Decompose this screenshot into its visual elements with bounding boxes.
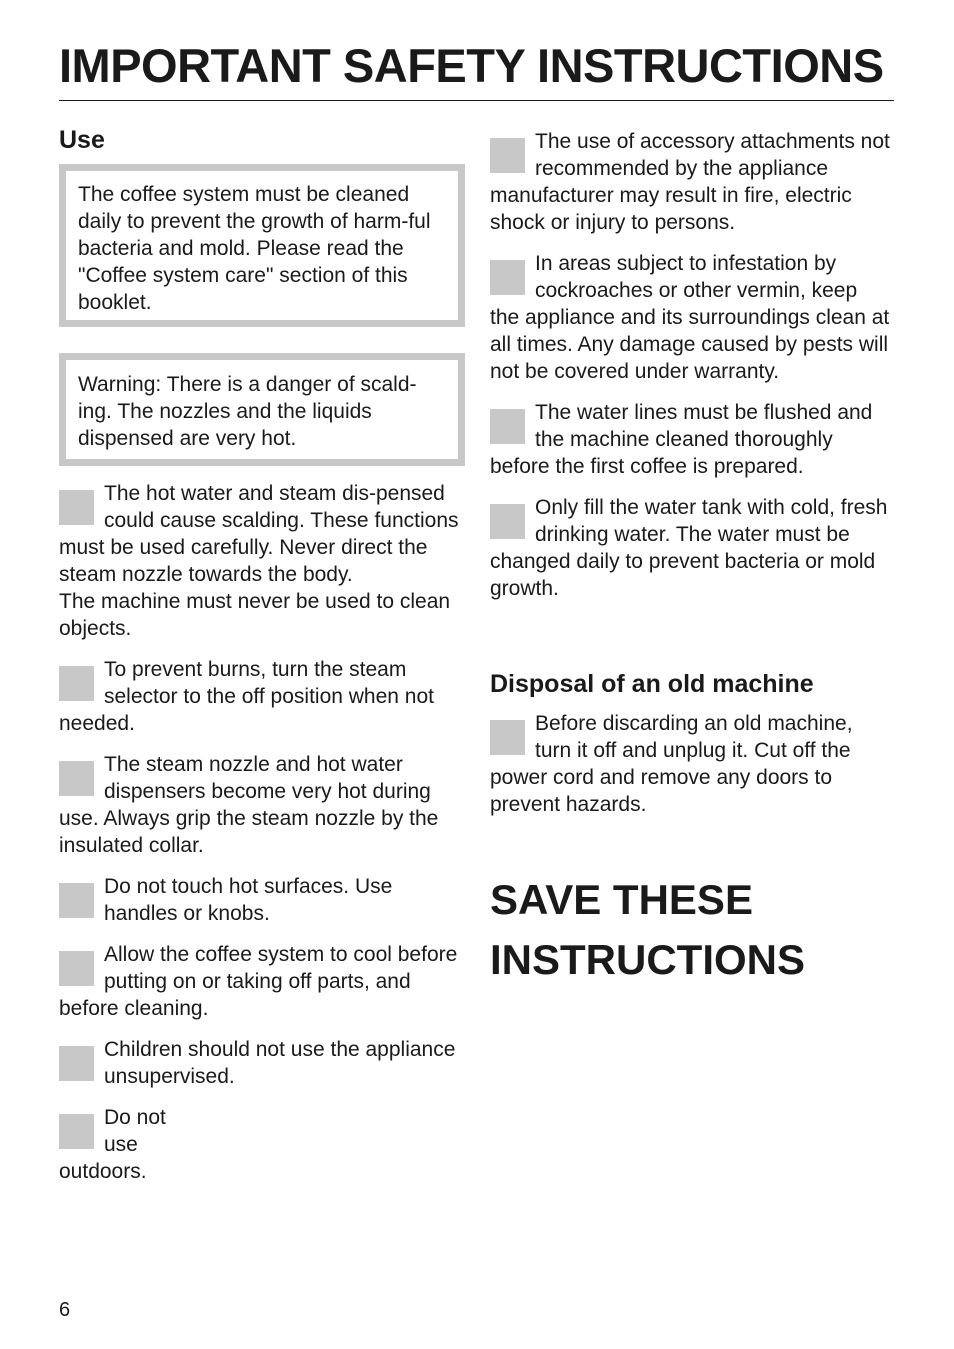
safety-item-water-tank: [490, 494, 892, 602]
left-column: [59, 124, 465, 1185]
cleaning-note-box: [59, 164, 465, 327]
safety-item-text: In areas subject to infestation by cockroaches or other vermin, keep the appliance and its surroundings clean at all times. Any damage caused by pests will not be covered under warranty.: [490, 252, 890, 383]
warning-note-box: [59, 353, 465, 466]
bullet-square-icon: [59, 1114, 94, 1149]
bullet-square-icon: [490, 138, 525, 173]
bullet-square-icon: [490, 504, 525, 539]
bullet-square-icon: [59, 1046, 94, 1081]
bullet-square-icon: [490, 260, 525, 295]
bullet-square-icon: [59, 883, 94, 918]
safety-item-text-extra: The machine must never be used to clean objects.: [59, 590, 451, 640]
bullet-square-icon: [59, 951, 94, 986]
disposal-item: [490, 710, 892, 818]
page-number: 6: [59, 1299, 71, 1321]
disposal-item-text: Before discarding an old machine, turn it off and unplug it. Cut off the power cord and remove any doors to prevent hazards.: [490, 712, 853, 816]
safety-item-text: To prevent burns, turn the steam selector to the off position when not needed.: [59, 658, 434, 735]
safety-item-hot-dispensers: [59, 751, 465, 859]
save-heading-line1: SAVE THESE: [490, 876, 753, 923]
safety-item-steam-selector: [59, 656, 465, 737]
safety-item-outdoors: [59, 1104, 465, 1185]
safety-item-children: [59, 1036, 465, 1090]
use-heading: Use: [59, 126, 105, 154]
bullet-square-icon: [59, 490, 94, 525]
right-column: [490, 128, 892, 990]
page-title: IMPORTANT SAFETY INSTRUCTIONS: [59, 39, 884, 92]
safety-item-text: The water lines must be flushed and the machine cleaned thoroughly before the first coffee is prepared.: [490, 401, 873, 478]
warning-note-text: Warning: There is a danger of scald-ing. The nozzles and the liquids dispensed are very hot.: [78, 373, 417, 450]
safety-item-hot-surfaces: [59, 873, 465, 927]
save-heading-line2: INSTRUCTIONS: [490, 936, 805, 983]
bullet-square-icon: [490, 720, 525, 755]
title-divider: [59, 100, 894, 101]
safety-item-cooling: [59, 941, 465, 1022]
safety-item-text: Do not use outdoors.: [59, 1106, 166, 1183]
safety-item-text: Children should not use the appliance unsupervised.: [104, 1038, 456, 1088]
bullet-square-icon: [59, 666, 94, 701]
safety-item-flushing: [490, 399, 892, 480]
safety-item-vermin: [490, 250, 892, 385]
bullet-square-icon: [490, 409, 525, 444]
safety-item-text: Only fill the water tank with cold, fresh drinking water. The water must be changed daily to prevent bacteria or mold growth.: [490, 496, 888, 600]
cleaning-note-text: The coffee system must be cleaned daily to prevent the growth of harm-ful bacteria and mold. Please read the "Coffee system care" section of this booklet.: [78, 183, 431, 314]
safety-item-text: Do not touch hot surfaces. Use handles or knobs.: [104, 875, 393, 925]
safety-item-text: The use of accessory attachments not recommended by the appliance manufacturer may result in fire, electric shock or injury to persons.: [490, 130, 890, 234]
bullet-square-icon: [59, 761, 94, 796]
save-instructions-heading: [490, 870, 892, 990]
safety-item-scalding: [59, 480, 465, 642]
disposal-heading: Disposal of an old machine: [490, 670, 814, 698]
safety-item-text: The steam nozzle and hot water dispensers become very hot during use. Always grip the steam nozzle by the insulated collar.: [59, 753, 439, 857]
safety-item-accessories: [490, 128, 892, 236]
safety-item-text: Allow the coffee system to cool before putting on or taking off parts, and before cleaning.: [59, 943, 458, 1020]
safety-item-text: The hot water and steam dis-pensed could cause scalding. These functions must be used carefully. Never direct the steam nozzle towards the body.: [59, 482, 459, 586]
